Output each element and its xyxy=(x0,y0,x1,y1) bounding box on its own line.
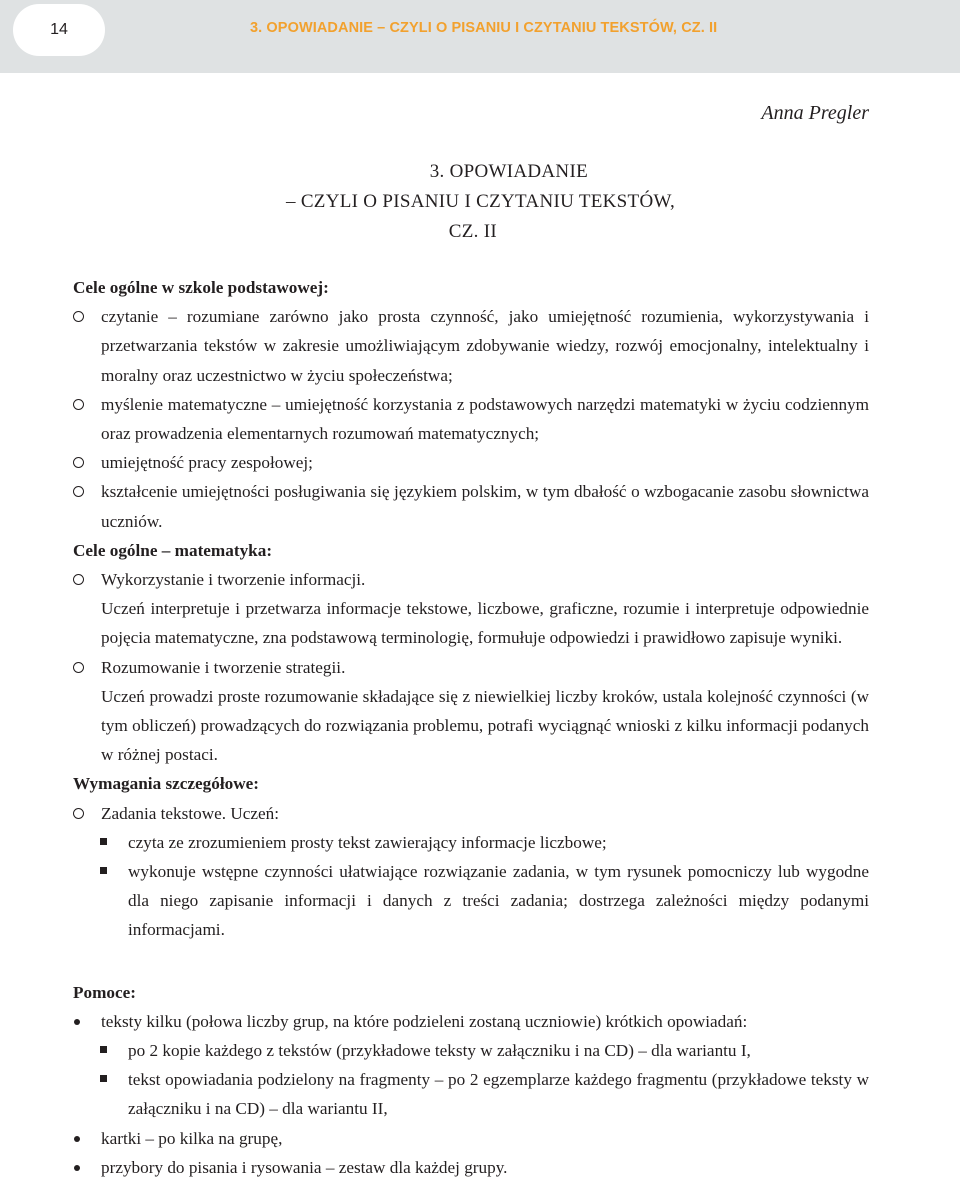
circle-bullet-icon xyxy=(73,311,84,322)
chapter-title xyxy=(0,157,675,247)
requirements-list xyxy=(73,799,869,828)
math-goal-description: Uczeń prowadzi proste rozumowanie składające się z niewielkiej liczby kroków, ustala kolejność czynności (w tym obliczeń) prowadzących do rozwiązania problemu, potrafi wyciągnąć wnioski z kilku informacji podanych w różnej postaci. xyxy=(101,686,869,765)
section-heading-math-goals: Cele ogólne – matematyka: xyxy=(73,540,273,560)
school-goals-list xyxy=(73,302,869,536)
square-bullet-icon xyxy=(100,1075,107,1082)
math-goals-list xyxy=(73,565,869,594)
spacer xyxy=(73,945,869,978)
section-heading-requirements: Wymagania szczegółowe: xyxy=(73,774,259,794)
square-bullet-icon xyxy=(100,838,107,845)
list-item: kartki – po kilka na grupę, xyxy=(73,1124,869,1153)
list-item: kształcenie umiejętności posługiwania się językiem polskim, w tym dbałość o wzbogacanie zasobu słownictwa uczniów. xyxy=(73,477,869,535)
aids-sublist xyxy=(100,1036,869,1124)
author-name: Anna Pregler xyxy=(761,102,869,124)
disc-bullet-icon xyxy=(74,1136,80,1142)
document-body xyxy=(73,273,869,1182)
chapter-title-line-3: CZ. II xyxy=(448,221,497,242)
page-number: 14 xyxy=(13,4,105,56)
list-item: teksty kilku (połowa liczby grup, na które podzieleni zostaną uczniowie) krótkich opowiadań: xyxy=(73,1007,869,1036)
list-item: wykonuje wstępne czynności ułatwiające rozwiązanie zadania, w tym rysunek pomocniczy lub wygodne dla niego zapisanie informacji i danych z treści zadania; dostrzega zależności między podanymi informacjami. xyxy=(100,857,869,945)
aids-list xyxy=(73,1007,869,1036)
math-goals-list-2 xyxy=(73,653,869,682)
circle-bullet-icon xyxy=(73,574,84,585)
section-heading-school-goals: Cele ogólne w szkole podstawowej: xyxy=(73,278,329,297)
circle-bullet-icon xyxy=(73,662,84,673)
list-item: Rozumowanie i tworzenie strategii. xyxy=(73,653,869,682)
list-item: czytanie – rozumiane zarówno jako prosta czynność, jako umiejętność rozumienia, wykorzystywania i przetwarzania tekstów w zakresie umożliwiającym zdobywanie wiedzy, rozwój emocjonalny, intelektualny i moralny oraz uczestnictwo w życiu społeczeństwa; xyxy=(73,302,869,390)
section-heading-aids: Pomoce: xyxy=(73,982,136,1002)
circle-bullet-icon xyxy=(73,486,84,497)
list-item: Wykorzystanie i tworzenie informacji. xyxy=(73,565,869,594)
running-header-bar xyxy=(0,0,960,73)
circle-bullet-icon xyxy=(73,808,84,819)
list-item: Zadania tekstowe. Uczeń: xyxy=(73,799,869,828)
disc-bullet-icon xyxy=(74,1019,80,1025)
square-bullet-icon xyxy=(100,867,107,874)
circle-bullet-icon xyxy=(73,399,84,410)
disc-bullet-icon xyxy=(74,1165,80,1171)
list-item: myślenie matematyczne – umiejętność korzystania z podstawowych narzędzi matematyki w życiu codziennym oraz prowadzenia elementarnych rozumowań matematycznych; xyxy=(73,390,869,448)
chapter-title-line-1: 3. OPOWIADANIE xyxy=(429,161,588,182)
list-item: czyta ze zrozumieniem prosty tekst zawierający informacje liczbowe; xyxy=(100,828,869,857)
circle-bullet-icon xyxy=(73,457,84,468)
aids-list-2 xyxy=(73,1124,869,1182)
list-item: tekst opowiadania podzielony na fragmenty – po 2 egzemplarze każdego fragmentu (przykładowe teksty w załączniku i na CD) – dla wariantu II, xyxy=(100,1065,869,1123)
list-item: przybory do pisania i rysowania – zestaw dla każdej grupy. xyxy=(73,1153,869,1182)
math-goal-description: Uczeń interpretuje i przetwarza informacje tekstowe, liczbowe, graficzne, rozumie i interpretuje odpowiednie pojęcia matematyczne, zna podstawową terminologię, formułuje odpowiedzi i prawidłowo zapisuje wyniki. xyxy=(101,599,869,648)
chapter-title-line-2: – CZYLI O PISANIU I CZYTANIU TEKSTÓW, xyxy=(285,191,675,212)
list-item: umiejętność pracy zespołowej; xyxy=(73,448,869,477)
running-title: 3. OPOWIADANIE – CZYLI O PISANIU I CZYTANIU TEKSTÓW, CZ. II xyxy=(250,20,718,36)
list-item: po 2 kopie każdego z tekstów (przykładowe teksty w załączniku i na CD) – dla wariantu I, xyxy=(100,1036,869,1065)
square-bullet-icon xyxy=(100,1046,107,1053)
requirements-sublist xyxy=(100,828,869,945)
